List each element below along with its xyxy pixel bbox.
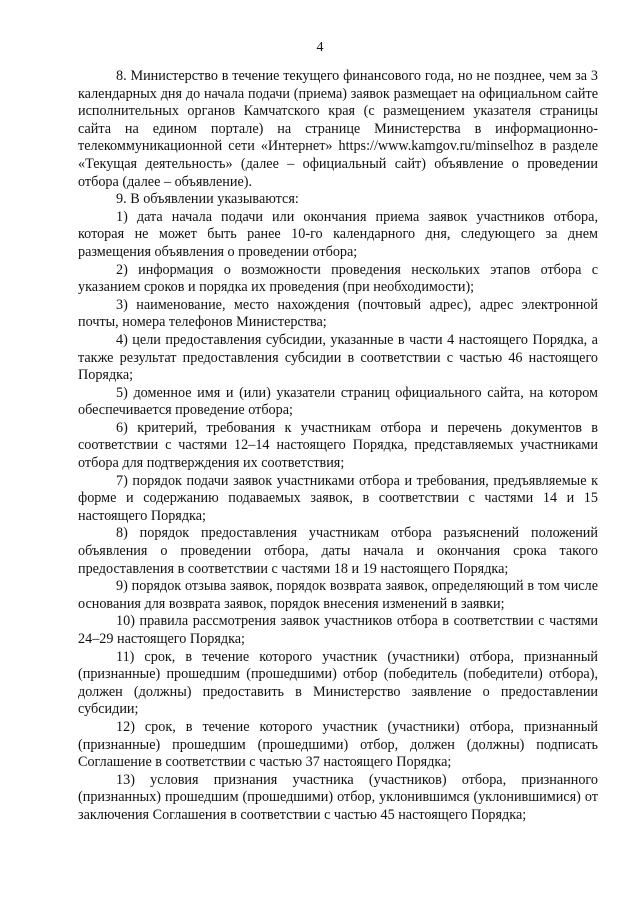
list-item-7: 7) порядок подачи заявок участниками отбора и требования, предъявляемые к форме и содержанию подаваемых заявок, в соответствии с частями 14 и 15 настоящего Порядка; bbox=[78, 472, 598, 524]
list-item-13: 13) условия признания участника (участников) отбора, признанного (признанных) прошедшим (прошедшими) отбор, уклонившимся (уклонившимися) от заключения Соглашения в соответствии с частью 45 настоящего Порядка; bbox=[78, 771, 598, 823]
list-item-5: 5) доменное имя и (или) указатели страниц официального сайта, на котором обеспечивается проведение отбора; bbox=[78, 384, 598, 419]
list-item-1: 1) дата начала подачи или окончания приема заявок участников отбора, которая не может быть ранее 10-го календарного дня, следующего за днем размещения объявления о проведении отбора; bbox=[78, 208, 598, 260]
list-item-9: 9) порядок отзыва заявок, порядок возврата заявок, определяющий в том числе основания для возврата заявок, порядок внесения изменений в заявки; bbox=[78, 578, 598, 612]
list-item-3: 3) наименование, место нахождения (почтовый адрес), адрес электронной почты, номера телефонов Министерства; bbox=[78, 296, 598, 331]
list-item-10: 10) правила рассмотрения заявок участников отбора в соответствии с частями 24–29 настоящего Порядка; bbox=[78, 613, 598, 647]
paragraph-item-8: 8. Министерство в течение текущего финансового года, но не позднее, чем за 3 календарных дня до начала подачи (приема) заявок размещает на официальном сайте исполнительных органов Камчатского края (с размещением указателя страницы сайта на едином портале) на странице Министерства в информационно-телекоммуникационной сети «Интернет» https://www.kamgov.ru/minselhoz в разделе «Текущая деятельность» (далее – официальный сайт) объявление о проведении отбора (далее – объявление). bbox=[78, 68, 598, 190]
list-item-11: 11) срок, в течение которого участник (участники) отбора, признанный (признанные) прошедшим (прошедшими) отбор (победитель (победители) отбора), должен (должны) предоставить в Министерство заявление о предоставлении субсидии; bbox=[78, 648, 598, 718]
list-item-12: 12) срок, в течение которого участник (участники) отбора, признанный (признанные) прошедшим (прошедшими) отбор, должен (должны) подписать Соглашение в соответствии с частью 37 настоящего Порядка; bbox=[78, 718, 598, 771]
list-item-2: 2) информация о возможности проведения нескольких этапов отбора с указанием сроков и порядка их проведения (при необходимости); bbox=[78, 261, 598, 296]
list-item-4: 4) цели предоставления субсидии, указанные в части 4 настоящего Порядка, а также результат предоставления субсидии в соответствии с частью 46 настоящего Порядка; bbox=[78, 331, 598, 384]
list-item-6: 6) критерий, требования к участникам отбора и перечень документов в соответствии с частями 12–14 настоящего Порядка, представляемых участниками отбора для подтверждения их соответствия; bbox=[78, 419, 598, 472]
document-body bbox=[78, 68, 598, 825]
paragraph-item-9: 9. В объявлении указываются: bbox=[116, 191, 299, 208]
page-number: 4 bbox=[316, 40, 324, 55]
list-item-8: 8) порядок предоставления участникам отбора разъяснений положений объявления о проведении отбора, даты начала и окончания срока такого предоставления в соответствии с частями 18 и 19 настоящего Порядка; bbox=[78, 525, 598, 577]
